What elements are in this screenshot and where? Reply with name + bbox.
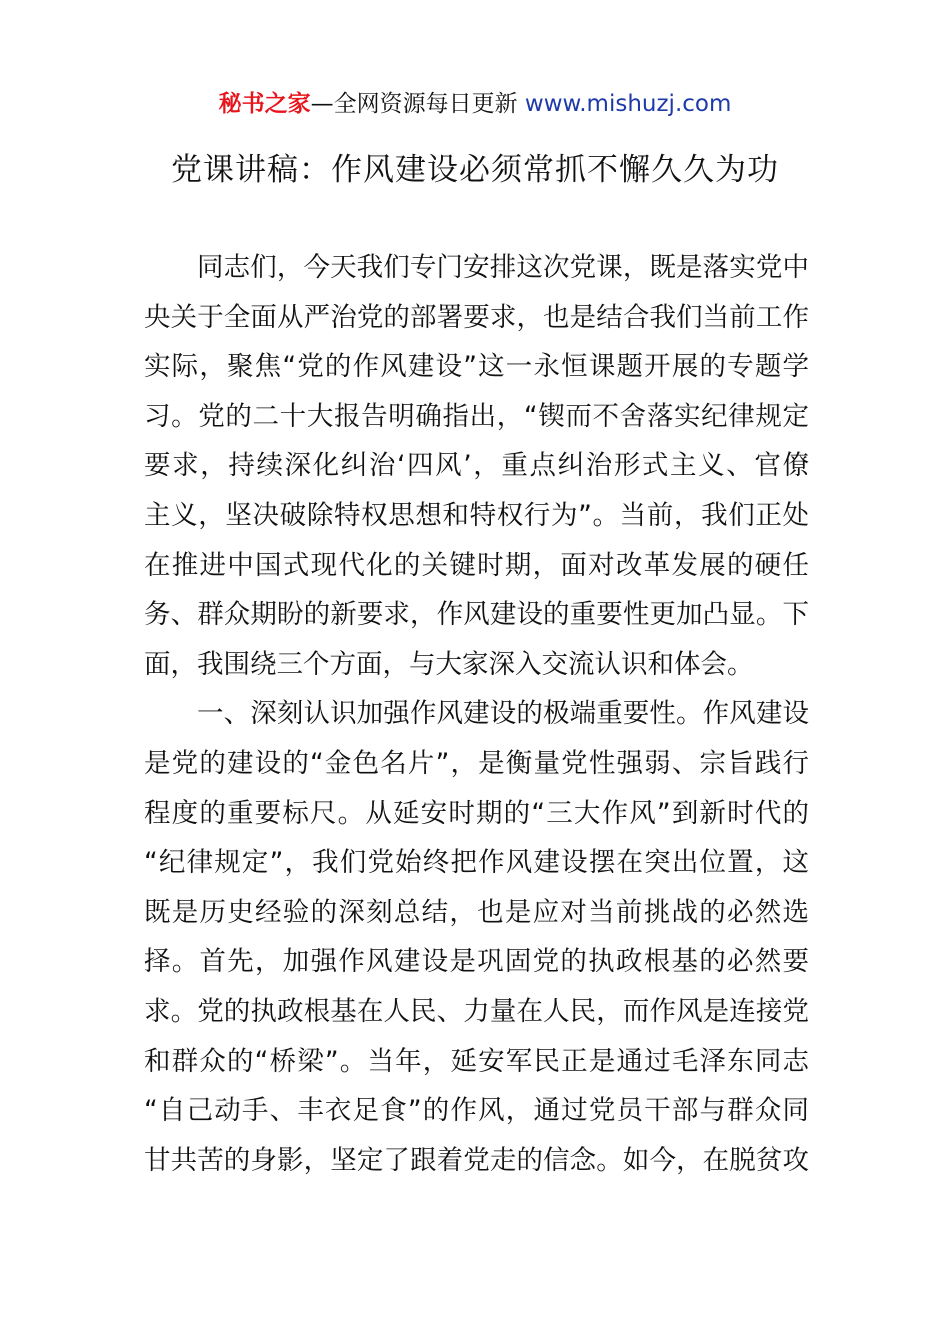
body-line: 甘共苦的身影，坚定了跟着党走的信念。如今，在脱贫攻 xyxy=(144,1144,809,1176)
body-line: 和群众的“桥梁”。当年，延安军民正是通过毛泽东同志 xyxy=(144,1045,809,1077)
document-title: 党课讲稿：作风建设必须常抓不懈久久为功 xyxy=(171,152,779,188)
body-line: 既是历史经验的深刻总结，也是应对当前挑战的必然选 xyxy=(144,896,809,928)
site-header xyxy=(0,86,950,122)
site-tagline: —全网资源每日更新 xyxy=(310,91,525,117)
body-line: 择。首先，加强作风建设是巩固党的执政根基的必然要 xyxy=(144,946,809,978)
body-line: 要求，持续深化纠治‘四风’，重点纠治形式主义、官僚 xyxy=(144,450,809,482)
document-body xyxy=(144,243,809,1185)
site-url-link[interactable]: www.mishuzj.com xyxy=(524,91,732,117)
body-line: 习。党的二十大报告明确指出，“锲而不舍落实纪律规定 xyxy=(144,400,809,432)
body-line: 央关于全面从严治党的部署要求，也是结合我们当前工作 xyxy=(144,301,809,333)
body-line: 在推进中国式现代化的关键时期，面对改革发展的硬任 xyxy=(144,549,809,581)
body-line: “自己动手、丰衣足食”的作风，通过党员干部与群众同 xyxy=(144,1095,809,1127)
body-line: 是党的建设的“金色名片”，是衡量党性强弱、宗旨践行 xyxy=(144,747,809,779)
body-line: 程度的重要标尺。从延安时期的“三大作风”到新时代的 xyxy=(144,797,809,829)
body-line: 主义，坚决破除特权思想和特权行为”。当前，我们正处 xyxy=(144,499,809,531)
body-line: 实际，聚焦“党的作风建设”这一永恒课题开展的专题学 xyxy=(144,351,809,383)
body-line: 同志们，今天我们专门安排这次党课，既是落实党中 xyxy=(197,252,809,283)
body-line: 求。党的执政根基在人民、力量在人民，而作风是连接党 xyxy=(144,995,809,1027)
site-brand: 秘书之家 xyxy=(218,91,311,117)
body-line: 一、深刻认识加强作风建设的极端重要性。作风建设 xyxy=(197,698,809,730)
body-line: 面，我围绕三个方面，与大家深入交流认识和体会。 xyxy=(144,648,754,680)
body-line: 务、群众期盼的新要求，作风建设的重要性更加凸显。下 xyxy=(144,599,809,631)
body-line: “纪律规定”，我们党始终把作风建设摆在突出位置，这 xyxy=(144,847,809,879)
